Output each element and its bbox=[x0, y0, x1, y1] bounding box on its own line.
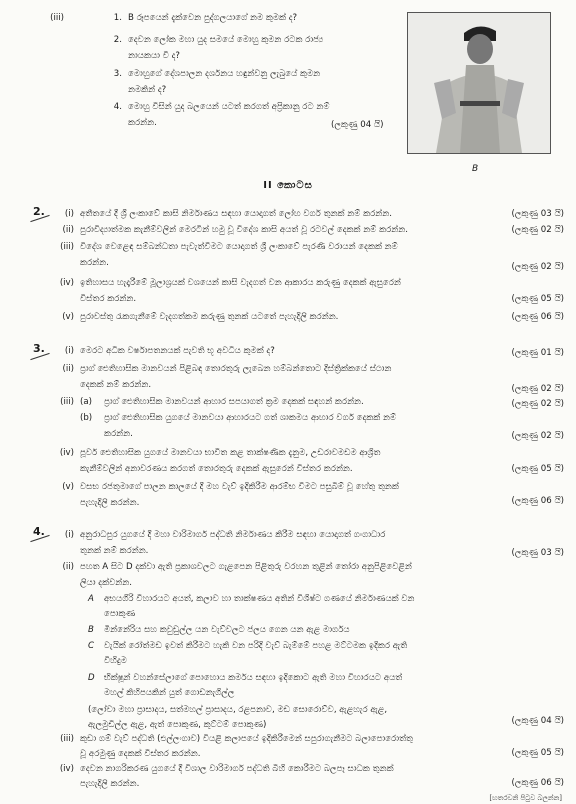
q4-part-text: තුනක් නම් කරන්න. bbox=[80, 546, 149, 556]
portrait-figure-illustration bbox=[408, 13, 550, 153]
q3-part-sub: (b) bbox=[80, 413, 93, 423]
q3-part-text: ප්‍රාග් ඓතිහාසික යුගයේ මානවයා ආහාරයට ගත් ශාකමය ආහාර වර්ග දෙකක් නම් bbox=[104, 413, 397, 423]
q4-part-roman: (i) bbox=[64, 530, 74, 540]
part-a-item-text: B රූපයෙන් දැක්වෙන පුද්ගලයාගේ නම කුමක් ද? bbox=[128, 13, 298, 23]
q4-option-text: මින්නේරිය සහ කවුඩුල්ල යන වැව්වලට ජලය ගෙන යන ඇළ මාර්ගය bbox=[104, 625, 350, 635]
q2-part-text: ඉතිහාසය හැදෑරීමේ මූලාශ්‍රයක් වශයෙන් කාසි වැදගත් වන ආකාරය කරුණු දෙකක් ඇසුරෙන් bbox=[80, 278, 401, 288]
q3-part-text: පූර්ව ඓතිහාසික යුගයේ මානවයා භාවිත කළ තාක්ෂණික දැනුම, උඩරාවමඩම ආශ්‍රිත bbox=[80, 448, 381, 458]
part-a-roman: (iii) bbox=[50, 13, 64, 23]
part-a-item-number: 2. bbox=[113, 35, 122, 45]
q2-part-marks: (ලකුණු 02 යි) bbox=[511, 262, 564, 272]
portrait-photo bbox=[407, 12, 551, 154]
q3-part-marks: (ලකුණු 02 යි) bbox=[511, 399, 564, 409]
q4-choices-marks: (ලකුණු 04 යි) bbox=[511, 716, 564, 726]
q4-part-text: අනුරාධපුර යුගයේ දී මහා වාරිමාර්ග පද්ධති නිර්මාණය කිරීම සඳහා යොදාගත් ගංගාධාර bbox=[80, 530, 386, 540]
q2-part-marks: (ලකුණු 05 යි) bbox=[511, 294, 564, 304]
q2-part-roman: (i) bbox=[64, 209, 74, 219]
q4-option-text: අභයගිරි විහාරයට අයත්, කලාව හා තාක්ෂණය අතින් විශිෂ්ට ගණයේ නිර්මාණයක් වන bbox=[104, 594, 415, 604]
q4-option-text: මහල් කිහිපයකින් යුත් ගොඩනැගිල්ල bbox=[104, 688, 235, 698]
q3-part-roman: (iv) bbox=[59, 448, 74, 458]
q2-part-marks: (ලකුණු 06 යි) bbox=[511, 312, 564, 322]
q2-part-text: විස්තර කරන්න. bbox=[80, 294, 137, 304]
q3-part-roman: (v) bbox=[62, 482, 74, 492]
q3-part-text: කැනීම්වලින් අනාවරණය කරගත් තොරතුරු දෙකක් ඇසුරෙන් විස්තර කරන්න. bbox=[80, 464, 353, 474]
q4-option-letter: C bbox=[88, 641, 95, 651]
q3-part-text: ප්‍රාග් ඓතිහාසික මානවයන් පිළිබඳ තොරතුරු ලැබෙන හම්බන්තොට දිස්ත්‍රික්කයේ ස්ථාන bbox=[80, 364, 392, 374]
q2-part-roman: (v) bbox=[62, 312, 74, 322]
section-title: II කොටස bbox=[263, 180, 313, 191]
q2-part-text: අතීතයේ දී ශ්‍රී ලංකාවේ කාසි නිර්මාණය සඳහා යොදාගත් ලෝහ වර්ග තුනක් නම් කරන්න. bbox=[80, 209, 393, 219]
q2-part-roman: (iii) bbox=[60, 242, 74, 252]
q3-part-text: වසභ රජතුමාගේ පාලන කාලයේ දී මහ වැව් ඉදිකිරීම ආරම්භ වීමට පසුබිම් වූ හේතු තුනක් bbox=[80, 482, 399, 492]
q4-part-text: පැහැදිලි කරන්න. bbox=[80, 779, 140, 789]
q3-part-text: දෙකක් නම් කරන්න. bbox=[80, 380, 152, 390]
q3-part-text: ප්‍රාග් ඓතිහාසික මානවයන් ආහාර සපයාගත් ක්‍රම දෙකක් සඳහන් කරන්න. bbox=[104, 397, 364, 407]
q4-part-marks: (ලකුණු 03 යි) bbox=[511, 548, 564, 558]
q2-part-roman: (ii) bbox=[62, 225, 74, 235]
question-number: 3. bbox=[33, 342, 45, 355]
q4-part-roman: (iv) bbox=[59, 764, 74, 774]
part-a-marks: (ලකුණු 04 යි) bbox=[331, 120, 384, 130]
q4-part-roman: (iii) bbox=[60, 734, 74, 744]
q4-option-text: පොකුණ bbox=[104, 609, 136, 619]
q4-part-marks: (ලකුණු 05 යි) bbox=[511, 748, 564, 758]
q3-part-text: මෙරට අධික වර්ෂාපතනයක් පැවති භූ අවධිය කුමක් ද? bbox=[80, 346, 275, 356]
q4-part-text: දෙවන නාගරිකරණ යුගයේ දී විශාල වාරිමාර්ග පද්ධති බිහි කොරීමට බලපෑ සාධක තුනක් bbox=[80, 764, 394, 774]
q2-part-marks: (ලකුණු 02 යි) bbox=[511, 225, 564, 235]
q3-part-roman: (i) bbox=[64, 346, 74, 356]
part-a-item-number: 3. bbox=[113, 69, 122, 79]
q2-part-text: පුරාවස්තු රැකගැනීමේ වැදගත්කම කරුණු තුනක් යටතේ පැහැදිලි කරන්න. bbox=[80, 312, 339, 322]
q4-option-letter: B bbox=[88, 625, 94, 635]
q4-part-text: ලියා දක්වන්න. bbox=[80, 578, 132, 588]
part-a-item-text: දෙවන ලෝක මහා යුද සමයේ මොහු කුමන රටක රාජ්‍ය bbox=[128, 35, 324, 45]
q3-part-marks: (ලකුණු 02 යි) bbox=[511, 431, 564, 441]
q4-option-text: විහිදුම bbox=[104, 656, 127, 666]
q3-part-roman: (iii) bbox=[60, 397, 74, 407]
q3-part-text: කරන්න. bbox=[104, 429, 133, 439]
q4-part-marks: (ලකුණු 06 යි) bbox=[511, 778, 564, 788]
q2-part-text: විදේශ වෙළෙඳ සම්බන්ධතා පැවැත්වීමට යොදාගත් ශ්‍රී ලංකාවේ පැරණි වරායන් දෙකක් නම් bbox=[80, 242, 398, 252]
q4-part-roman: (ii) bbox=[62, 562, 74, 572]
page-footer: [හතරවනි පිටුව බලන්න] bbox=[489, 793, 562, 802]
q4-part-text: පහත A සිට D දක්වා ඇති ප්‍රකාශවලට ගැළපෙන පිළිතුරු වරහන තුළින් තෝරා අනුපිළිවෙළින් bbox=[80, 562, 412, 572]
part-a-item-text: මොහුගේ දේශපාලන දර්ශනය හඳුන්වනු ලැබුයේ කුමන bbox=[128, 69, 321, 79]
q4-choices-text: ඇලමුඩිල්ල ඇළ, ඇත් පොකුණ, කුට්ටම් පොකුණ) bbox=[88, 720, 267, 730]
q4-part-text: වූ අරමුණු දෙකක් විස්තර කරන්න. bbox=[80, 749, 201, 759]
q4-option-text: වැයික් රෝත්මඩ ඉවත් කිරීමට හැකි වන පරිදි වැව් බැම්මේ පහළ මට්ටමක ඉදිකර ඇති bbox=[104, 641, 408, 651]
q2-part-roman: (iv) bbox=[59, 278, 74, 288]
q2-part-text: පුරාවිද්‍යාත්මක කැනීම්වලින් මෙරටින් හමු වූ විදේශ කාසි අයත් වූ රටවල් දෙකක් නම් කරන්න. bbox=[80, 225, 408, 235]
part-a-item-text: මොහු විසින් යුද බලයෙන් යටත් කරගත් අප්‍රිකානු රට නම් bbox=[128, 102, 330, 112]
q2-part-marks: (ලකුණු 03 යි) bbox=[511, 209, 564, 219]
q2-part-text: කරන්න. bbox=[80, 258, 109, 268]
part-a-item-number: 4. bbox=[113, 102, 122, 112]
part-a-item-text: කරන්න. bbox=[128, 118, 157, 128]
part-a-item-number: 1. bbox=[113, 13, 122, 23]
q4-option-text: භික්ෂූන් වහන්සේලාගේ පොහොය කර්මය සඳහා ඉදිකොට ඇති මහා විහාරයට අයත් bbox=[104, 673, 403, 683]
q3-part-sub: (a) bbox=[80, 397, 92, 407]
q4-option-letter: D bbox=[88, 673, 95, 683]
q4-choices-text: (ලෝවා මහා ප්‍රාසාදය, සත්මහල් ප්‍රාසාදය, රළපනාව, මඩ සොරොව්ව, ඇළහැර ඇළ, bbox=[88, 705, 388, 715]
question-number: 2. bbox=[33, 205, 45, 218]
q3-part-marks: (ලකුණු 05 යි) bbox=[511, 464, 564, 474]
part-a-item-text: නමකින් ද? bbox=[128, 85, 167, 95]
q3-part-marks: (ලකුණු 02 යි) bbox=[511, 384, 564, 394]
q3-part-roman: (ii) bbox=[62, 364, 74, 374]
q3-part-text: පැහැදිලි කරන්න. bbox=[80, 498, 140, 508]
q3-part-marks: (ලකුණු 06 යි) bbox=[511, 496, 564, 506]
q4-part-text: කුඩා ගම් වැව් පද්ධති (එල්ලංගාව) වියළි කලාපයේ ඉදිකිරීමෙන් සපුරාගැනීමට බලාපොරොත්තු bbox=[80, 734, 414, 744]
q4-option-letter: A bbox=[88, 594, 94, 604]
q3-part-marks: (ලකුණු 01 යි) bbox=[511, 348, 564, 358]
image-label: B bbox=[472, 164, 479, 174]
part-a-item-text: නායකයා වී ද? bbox=[128, 51, 180, 61]
question-number: 4. bbox=[33, 525, 45, 538]
